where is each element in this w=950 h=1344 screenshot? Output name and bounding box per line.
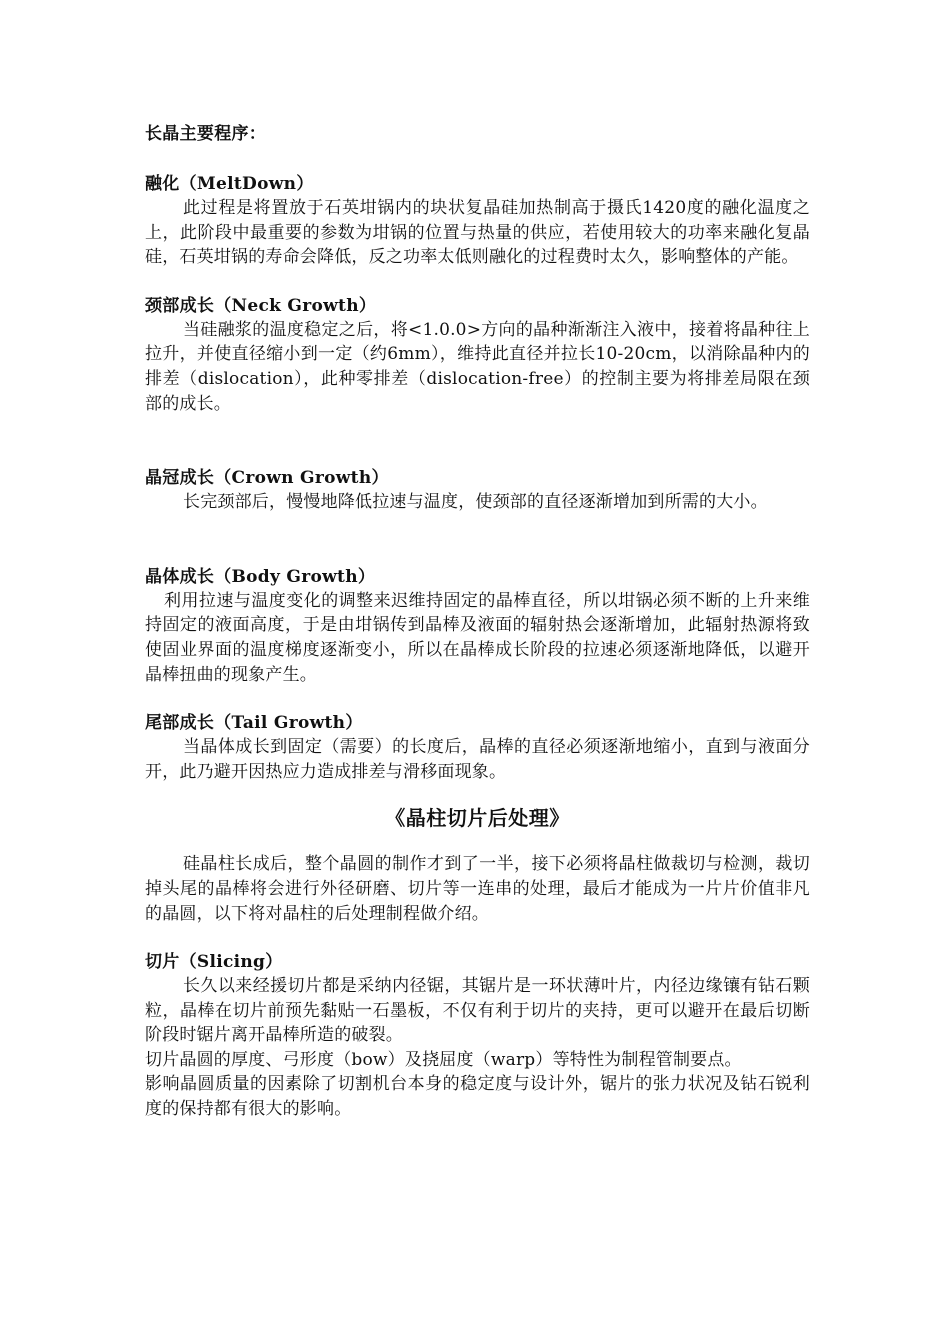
document-page [145, 122, 810, 1122]
section-body-slicing-1: 长久以来经援切片都是采纳内径锯，其锯片是一环状薄叶片，内径边缘镶有钻石颗粒，晶棒在切片前预先黏贴一石墨板，不仅有利于切片的夹持，更可以避开在最后切断阶段时锯片离开晶棒所造的破裂。 [145, 976, 810, 1046]
section-heading-body-growth: 晶体成长（Body Growth） [145, 566, 376, 587]
section-body-body-growth: 利用拉速与温度变化的调整来迟维持固定的晶棒直径，所以坩锅必须不断的上升来维持固定的液面高度，于是由坩锅传到晶棒及液面的辐射热会逐渐增加，此辐射热源将致使固业界面的温度梯度逐渐变小，所以在晶棒成长阶段的拉速必须逐渐地降低，以避开晶棒扭曲的现象产生。 [145, 590, 810, 685]
section-body-slicing-2: 切片晶圆的厚度、弓形度（bow）及挠屈度（warp）等特性为制程管制要点。 [145, 1049, 742, 1070]
section-body-slicing-3: 影响晶圆质量的因素除了切割机台本身的稳定度与设计外，锯片的张力状况及钻石锐利度的保持都有很大的影响。 [145, 1074, 810, 1120]
section-heading-meltdown: 融化（MeltDown） [145, 174, 314, 194]
section-body-crown-growth: 长完颈部后，慢慢地降低拉速与温度，使颈部的直径逐渐增加到所需的大小。 [183, 492, 768, 513]
section-heading-neck-growth: 颈部成长（Neck Growth） [145, 295, 377, 316]
section-heading-slicing: 切片（Slicing） [145, 952, 283, 973]
main-title: 长晶主要程序： [145, 124, 267, 144]
section-body-tail-growth: 当晶体成长到固定（需要）的长度后，晶棒的直径必须逐渐地缩小，直到与液面分开，此乃避开因热应力造成排差与滑移面现象。 [145, 737, 810, 782]
section-heading-crown-growth: 晶冠成长（Crown Growth） [145, 468, 389, 489]
section-body-meltdown: 此过程是将置放于石英坩锅内的块状复晶硅加热制高于摄氏1420度的融化温度之上，此阶段中最重要的参数为坩锅的位置与热量的供应，若使用较大的功率来融化复晶硅，石英坩锅的寿命会降低，反之功率太低则融化的过程费时太久，影响整体的产能。 [145, 198, 810, 268]
section-body-neck-growth: 当硅融浆的温度稳定之后，将<1.0.0>方向的晶种渐渐注入液中，接着将晶种往上拉升，并使直径缩小到一定（约6mm），维持此直径并拉长10-20cm，以消除晶种内的排差（dislocation），此种零排差（dislocation-free）的控制主要为将排差局限在颈部的成长。 [145, 319, 810, 414]
section-heading-tail-growth: 尾部成长（Tail Growth） [145, 713, 363, 734]
post-processing-intro: 硅晶柱长成后，整个晶圆的制作才到了一半，接下必须将晶柱做裁切与检测，裁切掉头尾的晶棒将会进行外径研磨、切片等一连串的处理，最后才能成为一片片价值非凡的晶圆，以下将对晶柱的后处理制程做介绍。 [145, 854, 810, 924]
post-processing-title: 《晶柱切片后处理》 [385, 806, 570, 831]
